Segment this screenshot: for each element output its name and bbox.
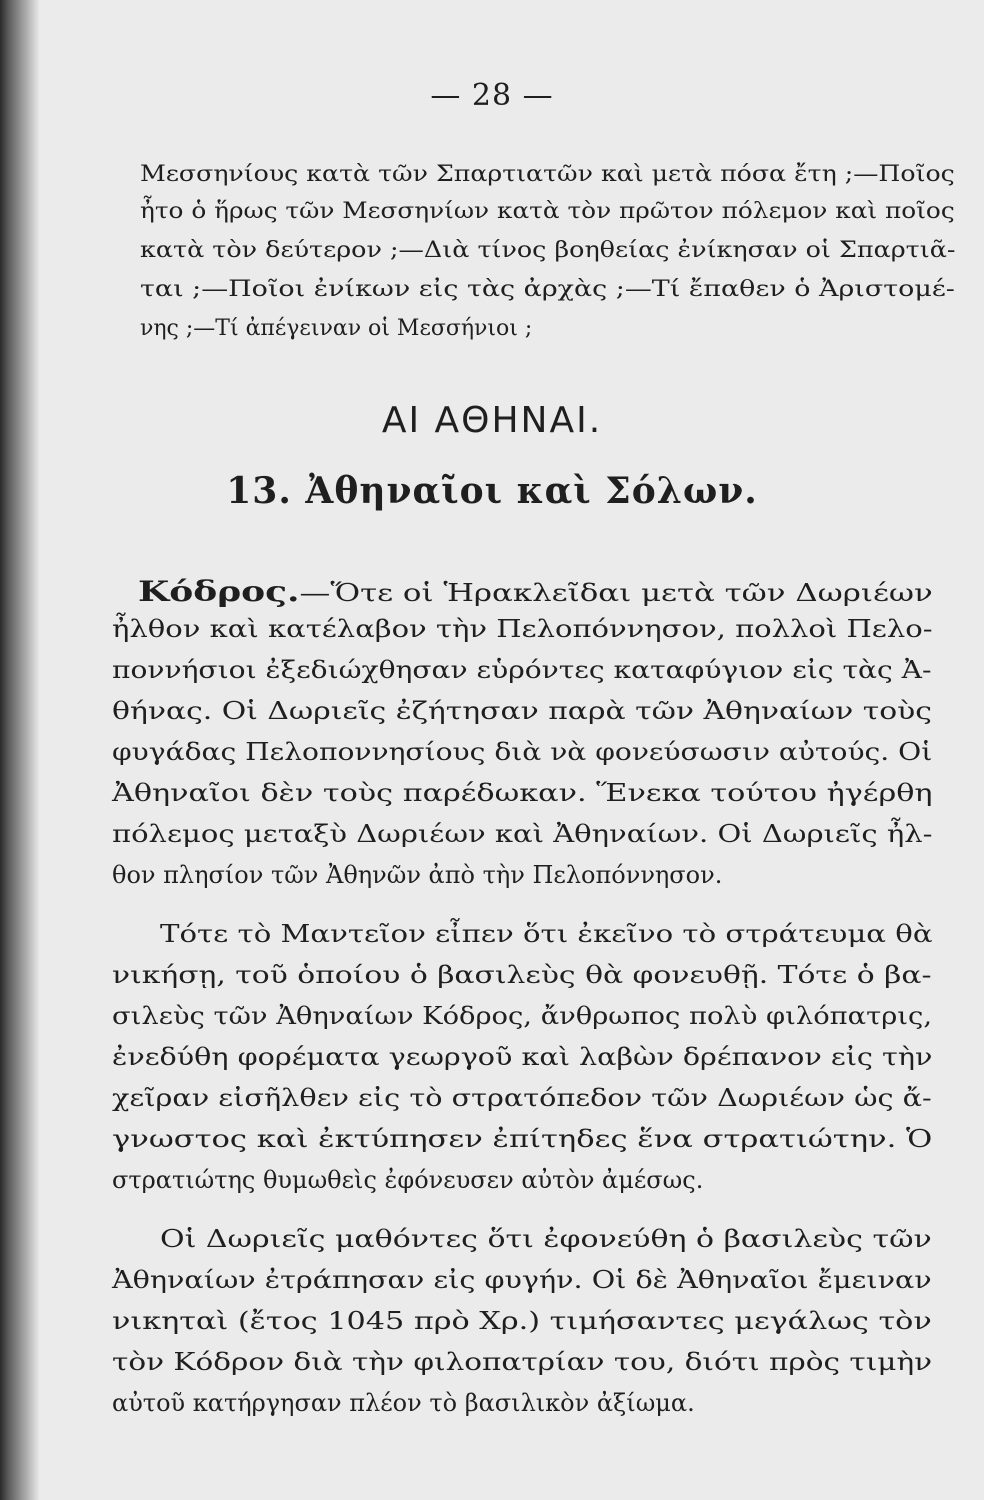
paragraph-line: αὐτοῦ κατήργησαν πλέον τὸ βασιλικὸν ἀξίωμα.: [112, 1389, 695, 1417]
paragraph-line: θον πλησίον τῶν Ἀθηνῶν ἀπὸ τὴν Πελοπόννησον.: [112, 861, 723, 889]
paragraph-line: ἦλθον καὶ κατέλαβον τὴν Πελοπόννησον, πολλοὶ Πελο-: [112, 615, 933, 643]
paragraph-line: ἐνεδύθη φορέματα γεωργοῦ καὶ λαβὼν δρέπανον εἰς τὴν: [112, 1043, 933, 1071]
page-number: — 28 —: [430, 78, 554, 113]
page-edge-shadow: [0, 0, 40, 1500]
question-line: κατὰ τὸν δεύτερον ;—Διὰ τίνος βοηθείας ἐνίκησαν οἱ Σπαρτιᾶ-: [140, 238, 956, 263]
paragraph-line: γνωστος καὶ ἐκτύπησεν ἐπίτηδες ἕνα στρατιώτην. Ὁ: [112, 1125, 933, 1153]
paragraph-line: νικηταὶ (ἔτος 1045 πρὸ Χρ.) τιμήσαντες μεγάλως τὸν: [112, 1307, 932, 1335]
paragraph-line: [138, 575, 933, 608]
paragraph-keyword: Κόδρος.: [138, 575, 300, 608]
chapter-title: 13. Ἀθηναῖοι καὶ Σόλων.: [226, 470, 758, 512]
question-line: ται ;—Ποῖοι ἐνίκων εἰς τὰς ἀρχὰς ;—Τί ἔπαθεν ὁ Ἀριστομέ-: [140, 277, 955, 302]
question-line: ἦτο ὁ ἥρως τῶν Μεσσηνίων κατὰ τὸν πρῶτον πόλεμον καὶ ποῖος: [140, 199, 955, 224]
paragraph-line: φυγάδας Πελοποννησίους διὰ νὰ φονεύσωσιν αὐτούς. Οἱ: [112, 738, 933, 766]
paragraph-line: Οἱ Δωριεῖς μαθόντες ὅτι ἐφονεύθη ὁ βασιλεὺς τῶν: [160, 1225, 932, 1253]
paragraph-line: νικήσῃ, τοῦ ὁποίου ὁ βασιλεὺς θὰ φονευθῇ. Τότε ὁ βα-: [112, 961, 932, 989]
paragraph-line: Ἀθηναίων ἐτράπησαν εἰς φυγήν. Οἱ δὲ Ἀθηναῖοι ἔμειναν: [112, 1266, 932, 1294]
paragraph-line-text: —Ὅτε οἱ Ἡρακλεῖδαι μετὰ τῶν Δωριέων: [299, 579, 933, 607]
paragraph-line: Ἀθηναῖοι δὲν τοὺς παρέδωκαν. Ἕνεκα τούτου ἠγέρθη: [112, 779, 933, 807]
paragraph-line: τὸν Κόδρον διὰ τὴν φιλοπατρίαν του, διότι πρὸς τιμὴν: [112, 1348, 933, 1376]
paragraph-line: στρατιώτης θυμωθεὶς ἐφόνευσεν αὐτὸν ἀμέσως.: [112, 1166, 704, 1194]
question-line: Μεσσηνίους κατὰ τῶν Σπαρτιατῶν καὶ μετὰ πόσα ἔτη ;—Ποῖος: [140, 162, 955, 187]
paragraph-line: χεῖραν εἰσῆλθεν εἰς τὸ στρατόπεδον τῶν Δωριέων ὡς ἄ-: [112, 1084, 932, 1112]
paragraph-line: ποννήσιοι ἐξεδιώχθησαν εὑρόντες καταφύγιον εἰς τὰς Ἀ-: [112, 656, 932, 684]
paragraph-line: θήνας. Οἱ Δωριεῖς ἐζήτησαν παρὰ τῶν Ἀθηναίων τοὺς: [112, 697, 933, 725]
section-title: ΑΙ ΑΘΗΝΑΙ.: [381, 400, 603, 441]
paragraph-line: Τότε τὸ Μαντεῖον εἶπεν ὅτι ἐκεῖνο τὸ στράτευμα θὰ: [160, 920, 933, 948]
question-line: νης ;—Τί ἀπέγειναν οἱ Μεσσήνιοι ;: [140, 316, 533, 341]
paragraph-line: πόλεμος μεταξὺ Δωριέων καὶ Ἀθηναίων. Οἱ Δωριεῖς ἦλ-: [112, 820, 933, 848]
paragraph-line: σιλεὺς τῶν Ἀθηναίων Κόδρος, ἄνθρωπος πολὺ φιλόπατρις,: [112, 1002, 933, 1030]
